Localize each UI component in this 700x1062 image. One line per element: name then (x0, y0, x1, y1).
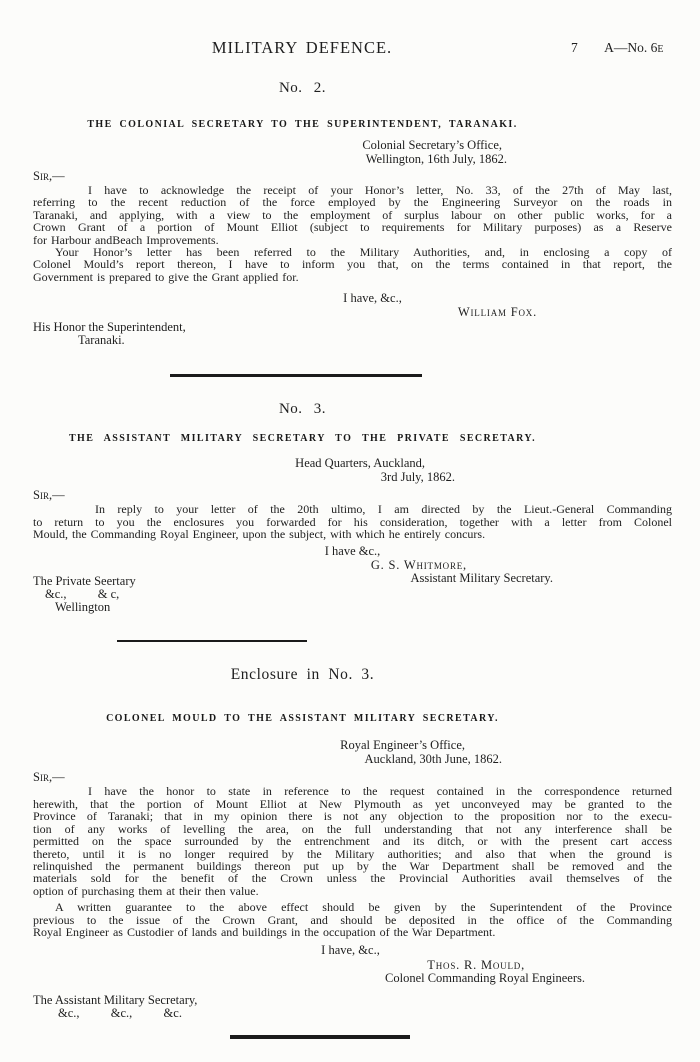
text-line: Colonel Mould’s report thereon, I have to inform you that, on the terms contained in that report, the (33, 257, 672, 272)
text-line: I have to acknowledge the receipt of your Honor’s letter, No. 33, of the 27th of May last, (88, 183, 672, 197)
dateline-date: Wellington, 16th July, 1862. (365, 151, 507, 166)
text-line: previous to the issue of the Crown Grant, and should be deposited in the office of the Commanding (33, 912, 672, 927)
dateline-date: Auckland, 30th June, 1862. (364, 751, 502, 766)
addressee-line: The Assistant Military Secretary, (33, 993, 198, 1008)
signature-role: Colonel Commanding Royal Engineers. (385, 971, 585, 986)
text-line: Government is prepared to give the Grant applied for. (33, 269, 299, 284)
signature-name: William Fox. (457, 305, 537, 320)
doc-reference (604, 40, 664, 56)
text-line: A written guarantee to the above effect should be given by the Superintendent of the Province (55, 900, 672, 915)
page-number: 7 (571, 40, 578, 55)
text-line: Your Honor’s letter has been referred to the Military Authorities, and, in enclosing a copy of (55, 245, 672, 260)
paragraph (33, 901, 672, 938)
letter-no-3-section (33, 401, 672, 614)
text-line: herewith, that the portion of Mount Elliot at New Plymouth as yet unconveyed may be granted to the (33, 796, 672, 811)
text-line: for Harbour andBeach Improvements. (33, 232, 219, 247)
signature-block (253, 559, 672, 614)
text-line: permitted on the space surrounded by the entrenchment and its ditch, or with the present cart access (33, 834, 672, 849)
text-line: materials sold for the benefit of the Crown unless the Provincial Authorities avail themselves of the (33, 871, 672, 886)
text-line: relinquished the permanent buildings thereon put up by the War Department shall be removed and the (33, 858, 672, 873)
dateline (33, 739, 672, 766)
signature-name: G. S. Whitmore, (370, 558, 467, 573)
letter-no-2-section (33, 80, 672, 347)
text-line: Taranaki, and applying, with a view to the employment of surplus labour on other public works, for a (33, 207, 672, 222)
enclosure-title: Enclosure in No. 3. (230, 666, 375, 684)
addressee-line: The Private Seertary (33, 574, 136, 589)
text-line: In reply to your letter of the 20th ultimo, I am directed by the Lieut.-General Commanding (95, 502, 672, 517)
text-line: I have the honor to state in reference to the request contained in the correspondence returned (88, 784, 672, 799)
signature-role: Assistant Military Secretary. (410, 571, 553, 586)
paragraph (33, 246, 672, 283)
end-rule (230, 1035, 410, 1039)
dateline-office: Royal Engineer’s Office, (340, 738, 465, 753)
text-line: Royal Engineer as Custodier of lands and buildings in the occupation of the War Department. (33, 924, 496, 939)
dateline (33, 457, 672, 484)
doc-reference-suffix: E (657, 44, 664, 55)
paragraph (33, 785, 672, 897)
text-line: tion of any works of levelling the area, on the full understanding that not any interference shall be (33, 821, 672, 836)
valediction: I have, &c., (321, 943, 380, 958)
dateline-office: Colonial Secretary’s Office, (362, 138, 502, 152)
running-title: MILITARY DEFENCE. (211, 38, 393, 57)
letter-number: No. 2. (278, 80, 327, 96)
addressee (33, 575, 253, 614)
text-line: Crown Grant of a portion of Mount Elliot (subject to requirements for Military purposes) as a Reserve (33, 220, 672, 235)
addressee (33, 994, 672, 1020)
text-line: referring to the recent reduction of the force employed by the Engineering Surveyor on the roads in (33, 195, 672, 210)
addressee-line: Wellington (55, 600, 111, 615)
letter-number: No. 3. (278, 401, 327, 418)
valediction: I have &c., (324, 544, 381, 559)
addressee (33, 321, 672, 347)
addressee-line: His Honor the Superintendent, (33, 320, 186, 335)
text-line: Mould, the Commanding Royal Engineer, upon the subject, with which he entirely concurs. (33, 527, 486, 542)
doc-reference-main: A—No. 6 (604, 40, 658, 55)
text-line: Province of Taranaki; that in my opinion there is not any objection to the proposition nor to the execu- (33, 809, 672, 824)
dateline-date: 3rd July, 1862. (380, 469, 455, 484)
paragraph (33, 503, 672, 540)
salutation: Sir,— (33, 770, 65, 785)
text-line: to return to you the enclosures you forwarded for his consideration, together with a letter from Colonel (33, 514, 672, 529)
enclosure-section (33, 666, 672, 1020)
text-line: option of purchasing them at their then value. (33, 883, 259, 898)
salutation: Sir,— (33, 488, 65, 503)
paragraph (33, 184, 672, 246)
text-line: thereto, until it is no longer required by the Military authorities; and also that when the ground is (33, 846, 672, 861)
letter-heading: THE ASSISTANT MILITARY SECRETARY TO THE PRIVATE SECRETARY. (68, 433, 537, 445)
letter-heading: THE COLONIAL SECRETARY TO THE SUPERINTENDENT, TARANAKI. (87, 119, 518, 130)
page-header (0, 0, 700, 60)
page-content (33, 80, 672, 1039)
addressee-line: Taranaki. (78, 333, 125, 348)
signature-name: Thos. R. Mould, (427, 958, 525, 973)
section-divider (170, 374, 422, 377)
dateline (33, 139, 672, 166)
letter-heading: COLONEL MOULD TO THE ASSISTANT MILITARY SECRETARY. (106, 713, 499, 725)
dateline-office: Head Quarters, Auckland, (295, 456, 425, 471)
addressee-line: &c., &c., &c. (58, 1006, 182, 1021)
signature-addressee-row (33, 559, 672, 614)
valediction: I have, &c., (343, 291, 402, 306)
section-divider (117, 640, 307, 642)
salutation: Sir,— (33, 169, 65, 183)
addressee-line: &c., & c, (45, 587, 120, 602)
